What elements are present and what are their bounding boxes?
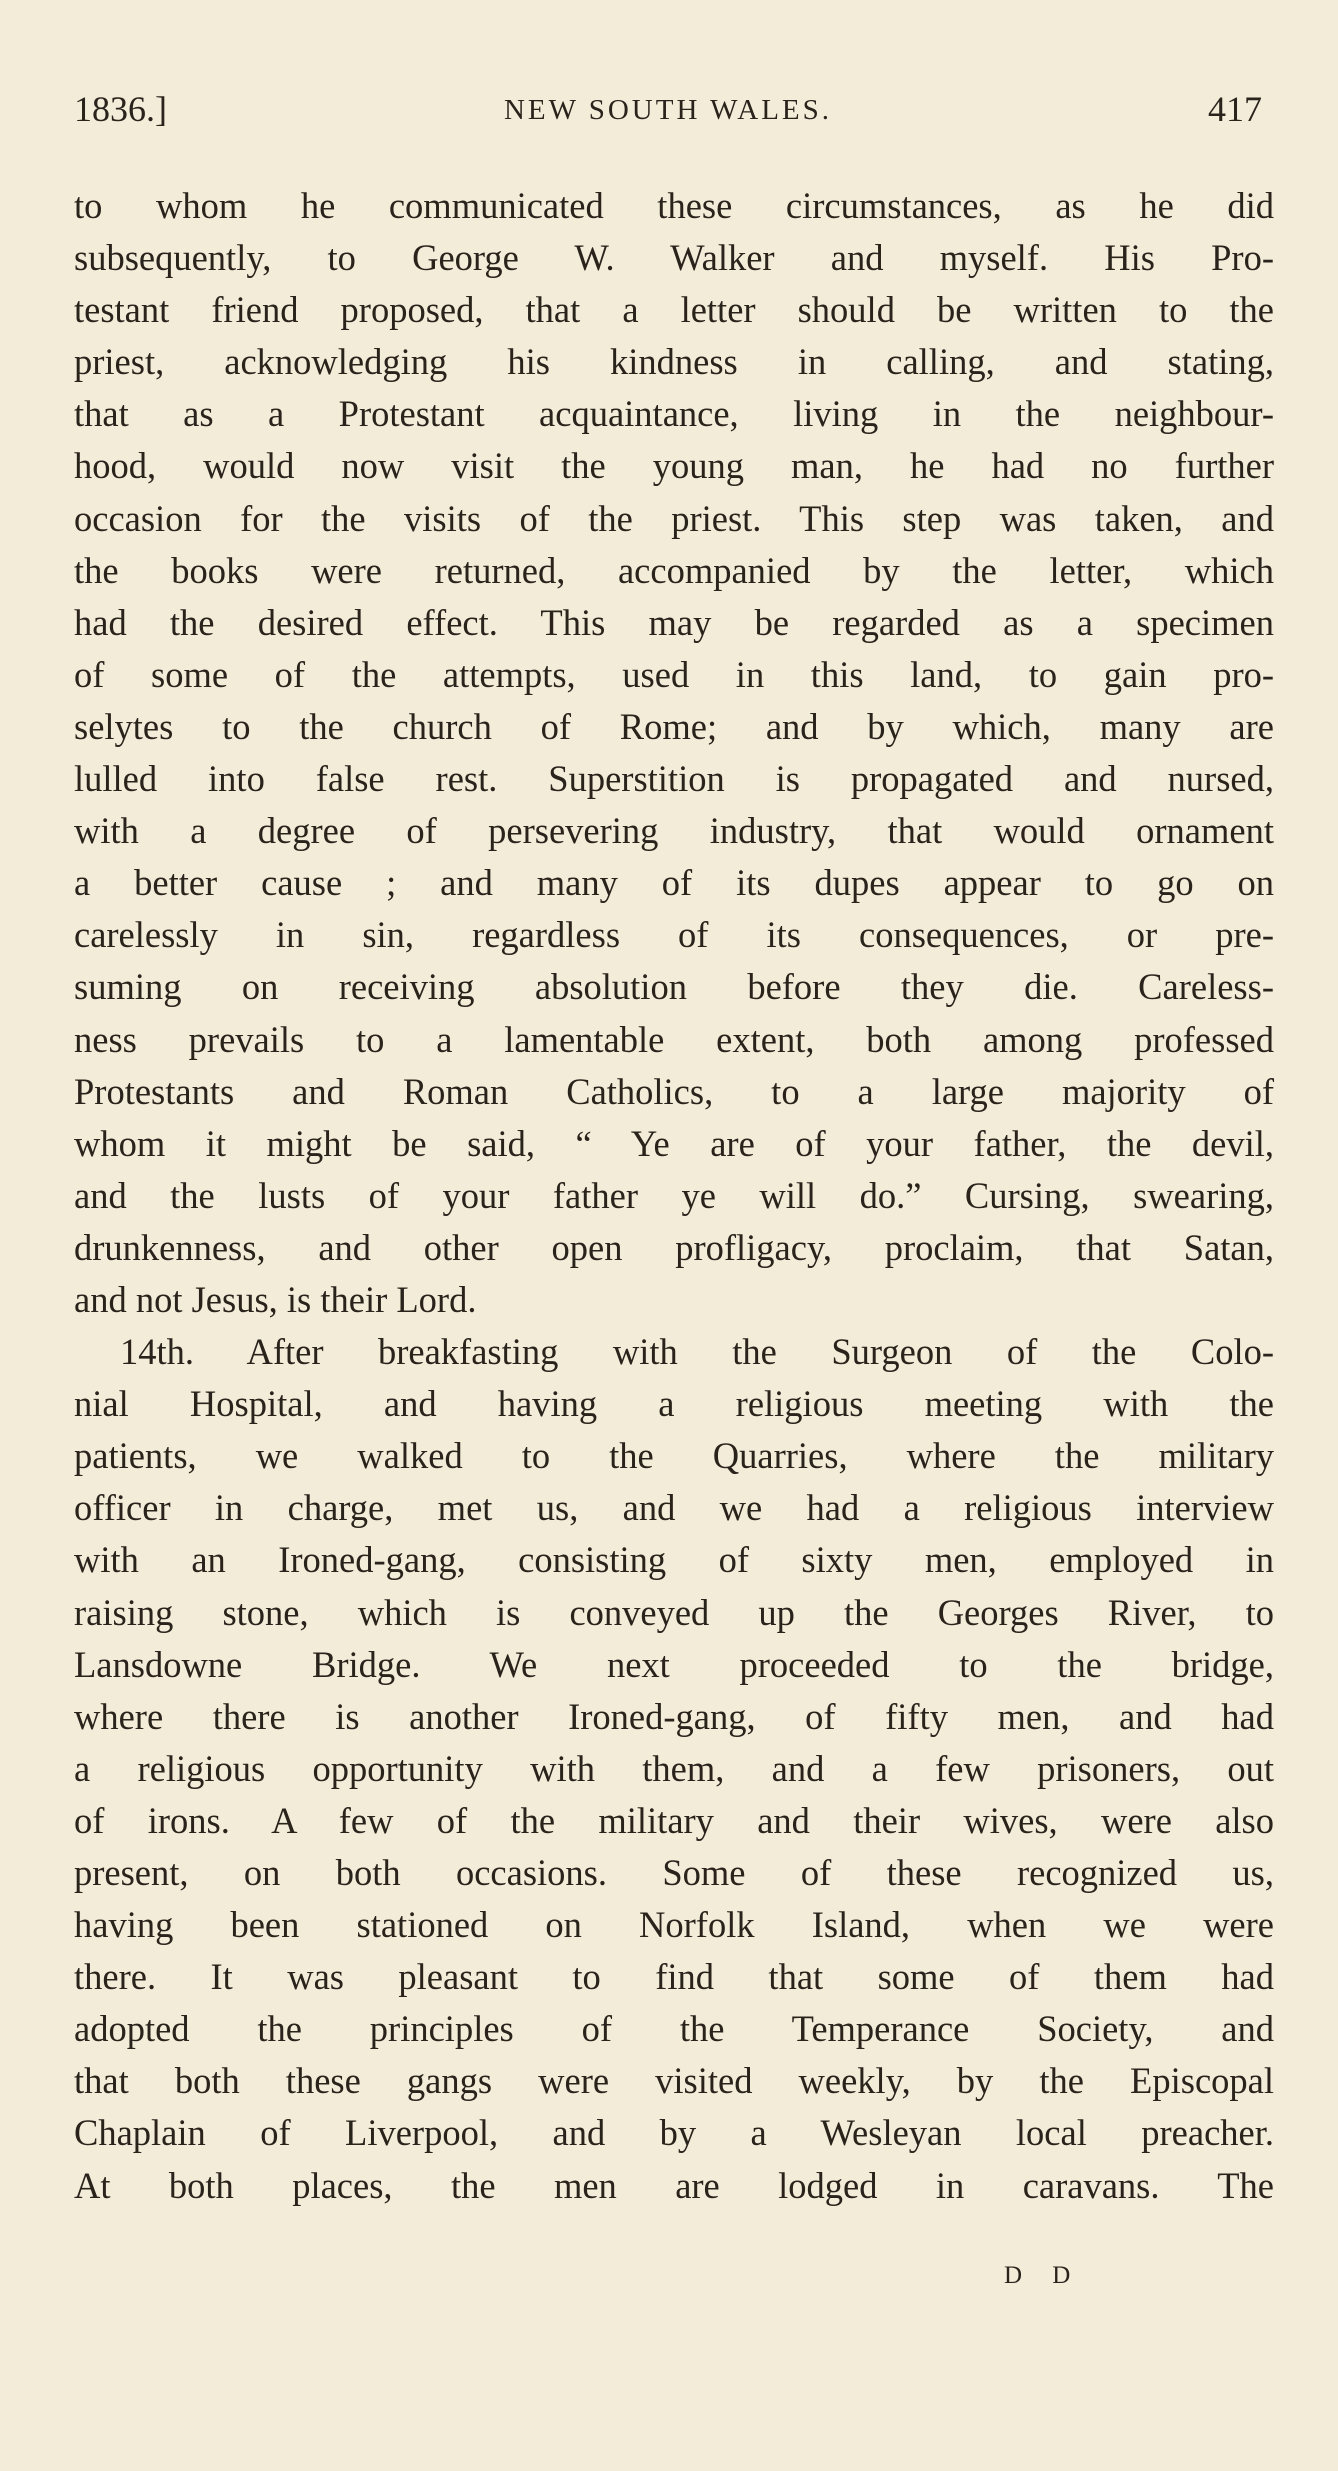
text-line: present, on both occasions. Some of these recognized us, bbox=[74, 1852, 1274, 1893]
text-line: and the lusts of your father ye will do.” Cursing, swearing, bbox=[74, 1174, 1274, 1216]
text-line: carelessly in sin, regardless of its consequences, or pre- bbox=[74, 914, 1274, 956]
text-line: adopted the principles of the Temperance Society, and bbox=[74, 2008, 1274, 2050]
text-line: drunkenness, and other open profligacy, proclaim, that Satan, bbox=[74, 1226, 1274, 1268]
text-line: occasion for the visits of the priest. This step was taken, and bbox=[74, 497, 1274, 539]
text-line: priest, acknowledging his kindness in calling, and stating, bbox=[74, 341, 1274, 383]
text-line: officer in charge, met us, and we had a religious interview bbox=[74, 1487, 1274, 1529]
text-line: where there is another Ironed-gang, of fifty men, and had bbox=[74, 1695, 1274, 1737]
running-head-title: NEW SOUTH WALES. bbox=[503, 94, 833, 126]
text-line: 14th. After breakfasting with the Surgeon of the Colo- bbox=[120, 1331, 1274, 1373]
text-line: a better cause ; and many of its dupes appear to go on bbox=[74, 862, 1274, 904]
text-line: testant friend proposed, that a letter should be written to the bbox=[74, 289, 1274, 331]
text-line: and not Jesus, is their Lord. bbox=[74, 1278, 477, 1320]
text-line: Lansdowne Bridge. We next proceeded to the bridge, bbox=[74, 1643, 1274, 1685]
text-line: nial Hospital, and having a religious meeting with the bbox=[74, 1383, 1274, 1425]
text-line: a religious opportunity with them, and a few prisoners, out bbox=[74, 1747, 1274, 1789]
text-line: hood, would now visit the young man, he had no further bbox=[74, 445, 1274, 487]
signature-mark: D D bbox=[1004, 2262, 1083, 2289]
text-line: of some of the attempts, used in this land, to gain pro- bbox=[74, 653, 1274, 695]
body-text bbox=[74, 180, 1274, 2212]
running-head bbox=[74, 88, 1262, 138]
text-line: with a degree of persevering industry, that would ornament bbox=[74, 810, 1274, 852]
text-line: there. It was pleasant to find that some of them had bbox=[74, 1956, 1274, 1998]
text-line: patients, we walked to the Quarries, where the military bbox=[74, 1435, 1274, 1477]
text-line: to whom he communicated these circumstances, as he did bbox=[74, 185, 1274, 226]
text-line: subsequently, to George W. Walker and myself. His Pro- bbox=[74, 237, 1274, 279]
text-line: of irons. A few of the military and their wives, were also bbox=[74, 1799, 1274, 1841]
page-number: 417 bbox=[1208, 89, 1262, 129]
text-line: lulled into false rest. Superstition is propagated and nursed, bbox=[74, 758, 1274, 800]
running-head-year: 1836.] bbox=[74, 89, 167, 129]
text-line: the books were returned, accompanied by the letter, which bbox=[74, 549, 1274, 591]
text-line: had the desired effect. This may be regarded as a specimen bbox=[74, 601, 1274, 643]
text-line: ness prevails to a lamentable extent, both among professed bbox=[74, 1018, 1274, 1060]
text-line: At both places, the men are lodged in caravans. The bbox=[74, 2164, 1274, 2206]
text-line: having been stationed on Norfolk Island, when we were bbox=[74, 1904, 1274, 1946]
text-line: selytes to the church of Rome; and by which, many are bbox=[74, 705, 1274, 747]
text-line: that as a Protestant acquaintance, living in the neighbour- bbox=[74, 393, 1274, 435]
text-line: whom it might be said, “ Ye are of your father, the devil, bbox=[74, 1122, 1274, 1164]
text-line: that both these gangs were visited weekly, by the Episcopal bbox=[74, 2060, 1274, 2102]
text-line: with an Ironed-gang, consisting of sixty men, employed in bbox=[74, 1539, 1274, 1581]
text-line: suming on receiving absolution before they die. Careless- bbox=[74, 966, 1274, 1008]
text-line: raising stone, which is conveyed up the Georges River, to bbox=[74, 1591, 1274, 1633]
text-line: Protestants and Roman Catholics, to a large majority of bbox=[74, 1070, 1274, 1112]
text-line: Chaplain of Liverpool, and by a Wesleyan local preacher. bbox=[74, 2112, 1274, 2154]
